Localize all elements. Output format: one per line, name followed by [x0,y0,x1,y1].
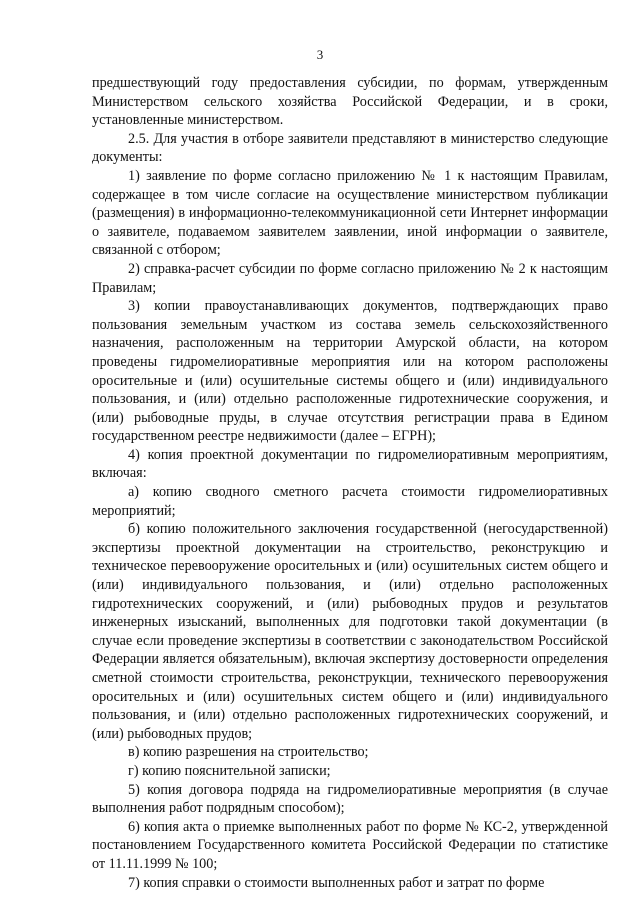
document-body [92,74,608,892]
list-item-7: 7) копия справки о стоимости выполненных работ и затрат по форме [128,874,545,891]
list-item-4a: а) копию сводного сметного расчета стоимости гидромелиоративных мероприятий; [92,484,608,519]
list-item-4g: г) копию пояснительной записки; [128,762,331,779]
list-item-4b: б) копию положительного заключения государственной (негосударственной) экспертизы проектной документации на строительство, реконструкцию и техническое перевооружение оросительных и (или) осушительных систем общего и (или) индивидуального пользования, и (или) отдельно расположенных гидротехнических сооружений, и (или) рыбоводных прудов и результатов инженерных изысканий, выполненных для подготовки такой документации (в случае если проведение экспертизы в соответствии с законодательством Российской Федерации является обязательным), включая экспертизу достоверности определения сметной стоимости строительства, реконструкции, технического перевооружения оросительных и (или) осушительных систем общего и (или) индивидуального пользования, и (или) отдельно расположенных гидротехнических сооружений, и (или) рыбоводных прудов; [92,521,608,742]
paragraph-continuation: предшествующий году предоставления субсидии, по формам, утвержденным Министерством сельского хозяйства Российской Федерации, и в сроки, установленные министерством. [92,75,608,129]
list-item-2: 2) справка-расчет субсидии по форме согласно приложению № 2 к настоящим Правилам; [92,260,608,296]
list-item-1: 1) заявление по форме согласно приложению № 1 к настоящим Правилам, содержащее в том числе согласие на осуществление министерством публикации (размещения) в информационно-телекоммуникационной сети Интернет информации о заявителе, подаваемом заявителем заявлении, иной информации о заявителе, связанной с отбором; [92,167,608,259]
list-item-4v: в) копию разрешения на строительство; [128,744,369,761]
list-item-3: 3) копии правоустанавливающих документов, подтверждающих право пользования земельным участком из состава земель сельскохозяйственного назначения, расположенным на территории Амурской области, на котором проведены гидромелиоративные мероприятия или на котором расположены оросительные и (или) осушительные системы общего и (или) индивидуального пользования, и (или) отдельно расположенные гидротехнические сооружения, и (или) рыбоводные пруды, в случае отсутствия регистрации права в Едином государственном реестре недвижимости (далее – ЕГРН); [92,298,608,445]
list-item-4: 4) копия проектной документации по гидромелиоративным мероприятиям, включая: [92,446,608,482]
page-number: 3 [316,47,324,62]
list-item-5: 5) копия договора подряда на гидромелиоративные мероприятия (в случае выполнения работ подрядным способом); [92,781,608,817]
paragraph-2-5: 2.5. Для участия в отборе заявители представляют в министерство следующие документы: [92,130,608,166]
list-item-6: 6) копия акта о приемке выполненных работ по форме № КС-2, утвержденной постановлением Государственного комитета Российской Федерации по статистике от 11.11.1999 № 100; [92,818,608,872]
